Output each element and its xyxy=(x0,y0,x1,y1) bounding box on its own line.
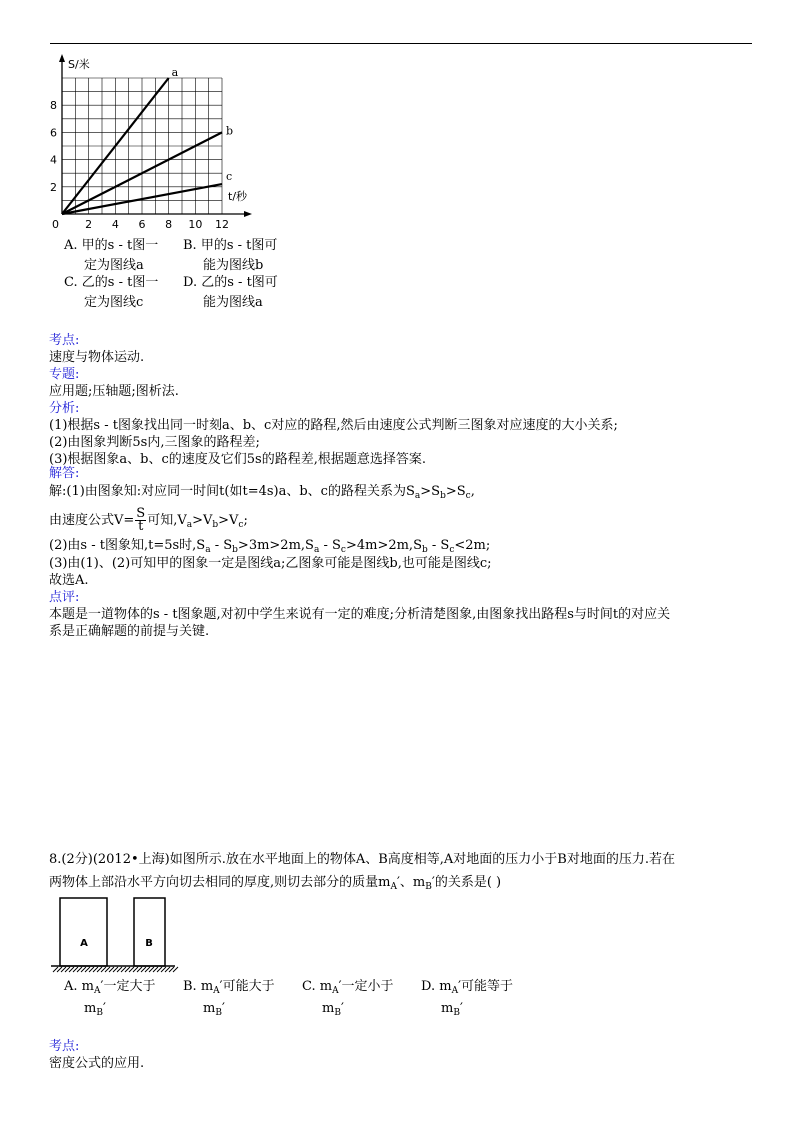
block-a-label: A xyxy=(80,938,88,949)
st-graph xyxy=(40,50,300,240)
series-label-b: b xyxy=(226,124,234,138)
fenxi-line-3: (3)根据图象a、b、c的速度及它们5s的路程差,根据题意选择答案. xyxy=(49,452,426,467)
x-tick-label: 6 xyxy=(138,218,146,231)
jieda-line-3: (2)由s - t图象知,t=5s时$,S_a - S_b>3m>2m,S_a - S_c>4m>2m,S_b - S_c<2m$; xyxy=(49,538,491,555)
q8-option-d: D. $m_A'$可能等于 $m_B'$ xyxy=(421,979,514,1018)
dianping-label: 点评: xyxy=(49,590,80,605)
q8-stem-line-2: 两物体上部沿水平方向切去相同的厚度,则切去部分的质量$m_A'$、$m_B'$的关系是( ) xyxy=(49,875,502,892)
zhuanti-label: 专题: xyxy=(49,367,80,382)
fenxi-line-2: (2)由图象判断5s内,三图象的路程差; xyxy=(49,435,260,450)
zhuanti-text: 应用题;压轴题;图析法. xyxy=(49,384,179,399)
fenxi-line-1: (1)根据s - t图象找出同一时刻a、b、c对应的路程,然后由速度公式判断三图象对应速度的大小关系; xyxy=(49,418,618,433)
kaodian-label: 考点: xyxy=(49,333,80,348)
q7-option-c: C. 乙的s - t图一 定为图线c xyxy=(64,275,159,310)
q7-option-b: B. 甲的s - t图可 能为图线b xyxy=(183,238,278,273)
kaodian-text: 速度与物体运动. xyxy=(49,350,145,365)
y-axis-label: S/米 xyxy=(68,58,90,71)
header-rule xyxy=(50,43,752,44)
fenxi-label: 分析: xyxy=(49,401,80,416)
q8-option-b: B. $m_A'$可能大于 $m_B'$ xyxy=(183,979,275,1018)
jieda-line-2: 由速度公式V= $\frac{S}{t}$ 可知$,V_a>V_b>V_c$; xyxy=(49,506,248,534)
x-tick-label: 10 xyxy=(188,218,203,231)
ground-hatch xyxy=(53,967,178,972)
block-a xyxy=(60,898,107,966)
dianping-line-2: 系是正确解题的前提与关键. xyxy=(49,624,210,639)
q8-kaodian-text: 密度公式的应用. xyxy=(49,1056,145,1071)
x-tick-label: 8 xyxy=(165,218,173,231)
q8-option-a: A. $m_A'$一定大于 $m_B'$ xyxy=(64,979,156,1018)
x-tick-label: 4 xyxy=(111,218,119,231)
x-axis-label: t/秒 xyxy=(228,190,248,203)
x-axis-arrow xyxy=(244,211,252,217)
block-b-label: B xyxy=(145,938,153,949)
q8-kaodian-label: 考点: xyxy=(49,1039,80,1054)
q7-option-d: D. 乙的s - t图可 能为图线a xyxy=(183,275,278,310)
q8-option-c: C. $m_A'$一定小于 $m_B'$ xyxy=(302,979,394,1018)
q7-option-a: A. 甲的s - t图一 定为图线a xyxy=(64,238,159,273)
y-tick-label: 2 xyxy=(50,180,57,194)
series-label-c: c xyxy=(226,170,233,184)
y-tick-label: 8 xyxy=(50,99,57,113)
jieda-line-5: 故选A. xyxy=(49,573,89,588)
jieda-line-1: 解:(1)由图象知:对应同一时间t(如t=4s)a、b、c的路程关系为$S_a>S_b>S_c$, xyxy=(49,484,475,501)
dianping-line-1: 本题是一道物体的s - t图象题,对初中学生来说有一定的难度;分析清楚图象,由图象找出路程s与时间t的对应关 xyxy=(49,607,671,622)
blocks-figure xyxy=(45,893,185,973)
block-b xyxy=(134,898,165,966)
jieda-line-4: (3)由(1)、(2)可知甲的图象一定是图线a;乙图象可能是图线b,也可能是图线c; xyxy=(49,556,492,571)
q8-stem-line-1: 8.(2分)(2012•上海)如图所示.放在水平地面上的物体A、B高度相等,A对地面的压力小于B对地面的压力.若在 xyxy=(49,852,675,867)
y-tick-label: 4 xyxy=(50,153,57,167)
jieda-label: 解答: xyxy=(49,466,80,481)
x-tick-label: 2 xyxy=(85,218,93,231)
x-tick-label: 12 xyxy=(215,218,229,231)
x-tick-label: 0 xyxy=(52,218,59,231)
y-axis-arrow xyxy=(59,54,65,62)
speed-fraction: $\frac{S}{t}$ xyxy=(136,506,146,534)
y-tick-label: 6 xyxy=(50,126,57,140)
series-label-a: a xyxy=(171,66,179,79)
